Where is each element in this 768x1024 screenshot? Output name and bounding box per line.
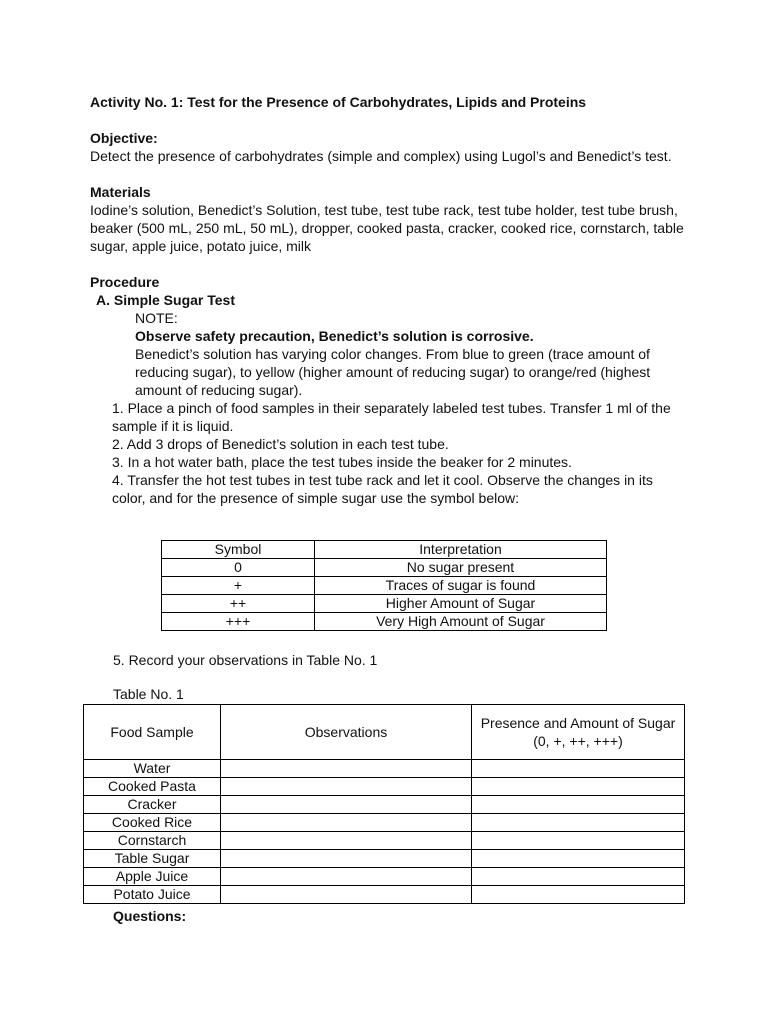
step-3: 3. In a hot water bath, place the test tubes inside the beaker for 2 minutes. xyxy=(112,454,572,470)
materials-heading: Materials xyxy=(90,184,151,200)
note-label: NOTE: xyxy=(135,310,178,326)
questions-heading: Questions: xyxy=(113,908,187,924)
table-row xyxy=(84,814,685,832)
food-sample-cell: Cornstarch xyxy=(84,832,221,850)
observation-cell[interactable] xyxy=(221,868,472,886)
food-sample-cell: Cooked Pasta xyxy=(84,778,221,796)
food-sample-cell: Table Sugar xyxy=(84,850,221,868)
step-2: 2. Add 3 drops of Benedict’s solution in each test tube. xyxy=(112,436,449,452)
symbol-table xyxy=(161,540,607,631)
sugar-amount-cell[interactable] xyxy=(472,796,685,814)
header-food-sample: Food Sample xyxy=(84,705,221,760)
sugar-amount-cell[interactable] xyxy=(472,886,685,904)
table-row xyxy=(162,577,607,595)
sugar-amount-cell[interactable] xyxy=(472,868,685,886)
table-row xyxy=(84,868,685,886)
observation-cell[interactable] xyxy=(221,814,472,832)
page-title: Activity No. 1: Test for the Presence of Carbohydrates, Lipids and Proteins xyxy=(90,94,587,110)
header-interpretation: Interpretation xyxy=(315,541,607,559)
table-row xyxy=(84,796,685,814)
materials-text: Iodine’s solution, Benedict’s Solution, test tube, test tube rack, test tube holder, test tube brush, beaker (500 mL, 250 mL, 50 mL), dropper, cooked pasta, cracker, cooked rice, cornstarch, table sugar, apple juice, potato juice, milk xyxy=(90,202,684,254)
table-row xyxy=(84,832,685,850)
food-sample-cell: Water xyxy=(84,760,221,778)
food-sample-cell: Cooked Rice xyxy=(84,814,221,832)
procedure-heading: Procedure xyxy=(90,274,160,290)
sugar-amount-cell[interactable] xyxy=(472,778,685,796)
symbol-cell: ++ xyxy=(162,595,315,613)
table-row xyxy=(162,559,607,577)
sugar-amount-cell[interactable] xyxy=(472,760,685,778)
note-text: Benedict’s solution has varying color changes. From blue to green (trace amount of reducing sugar), to yellow (higher amount of reducing sugar) to orange/red (highest amount of reducing sugar). xyxy=(135,346,651,398)
observation-cell[interactable] xyxy=(221,850,472,868)
table-header-row xyxy=(162,541,607,559)
note-block xyxy=(135,309,690,399)
sugar-amount-cell[interactable] xyxy=(472,832,685,850)
table-caption: Table No. 1 xyxy=(113,686,184,702)
procedure-steps xyxy=(112,399,690,507)
section-a-heading: A. Simple Sugar Test xyxy=(96,292,235,308)
observation-cell[interactable] xyxy=(221,796,472,814)
observation-cell[interactable] xyxy=(221,886,472,904)
sugar-amount-cell[interactable] xyxy=(472,814,685,832)
table-header-row xyxy=(84,705,685,760)
header-observations: Observations xyxy=(221,705,472,760)
header-presence-label: Presence and Amount of Sugar xyxy=(480,715,676,731)
table-row xyxy=(84,778,685,796)
document-body xyxy=(90,93,690,507)
interpretation-cell: Very High Amount of Sugar xyxy=(315,613,607,631)
header-symbol: Symbol xyxy=(162,541,315,559)
sugar-amount-cell[interactable] xyxy=(472,850,685,868)
symbol-cell: 0 xyxy=(162,559,315,577)
observation-cell[interactable] xyxy=(221,778,472,796)
header-presence-scale: (0, +, ++, +++) xyxy=(533,733,623,749)
observation-cell[interactable] xyxy=(221,832,472,850)
table-row xyxy=(162,595,607,613)
header-presence xyxy=(472,705,685,760)
step-4: 4. Transfer the hot test tubes in test tube rack and let it cool. Observe the changes in its color, and for the presence of simple sugar use the symbol below: xyxy=(112,472,653,506)
food-sample-cell: Apple Juice xyxy=(84,868,221,886)
observation-rows xyxy=(84,760,685,904)
food-sample-cell: Cracker xyxy=(84,796,221,814)
interpretation-cell: Higher Amount of Sugar xyxy=(315,595,607,613)
note-warning: Observe safety precaution, Benedict’s solution is corrosive. xyxy=(135,328,534,344)
observation-table xyxy=(83,704,685,904)
objective-heading: Objective: xyxy=(90,130,158,146)
table-row xyxy=(84,760,685,778)
symbol-cell: + xyxy=(162,577,315,595)
step-1: 1. Place a pinch of food samples in their separately labeled test tubes. Transfer 1 ml of the sample if it is liquid. xyxy=(112,400,671,434)
table-row xyxy=(162,613,607,631)
symbol-cell: +++ xyxy=(162,613,315,631)
objective-text: Detect the presence of carbohydrates (simple and complex) using Lugol’s and Benedict’s test. xyxy=(90,148,672,164)
table-row xyxy=(84,886,685,904)
interpretation-cell: Traces of sugar is found xyxy=(315,577,607,595)
food-sample-cell: Potato Juice xyxy=(84,886,221,904)
table-row xyxy=(84,850,685,868)
step-5: 5. Record your observations in Table No. 1 xyxy=(113,652,378,668)
observation-cell[interactable] xyxy=(221,760,472,778)
interpretation-cell: No sugar present xyxy=(315,559,607,577)
